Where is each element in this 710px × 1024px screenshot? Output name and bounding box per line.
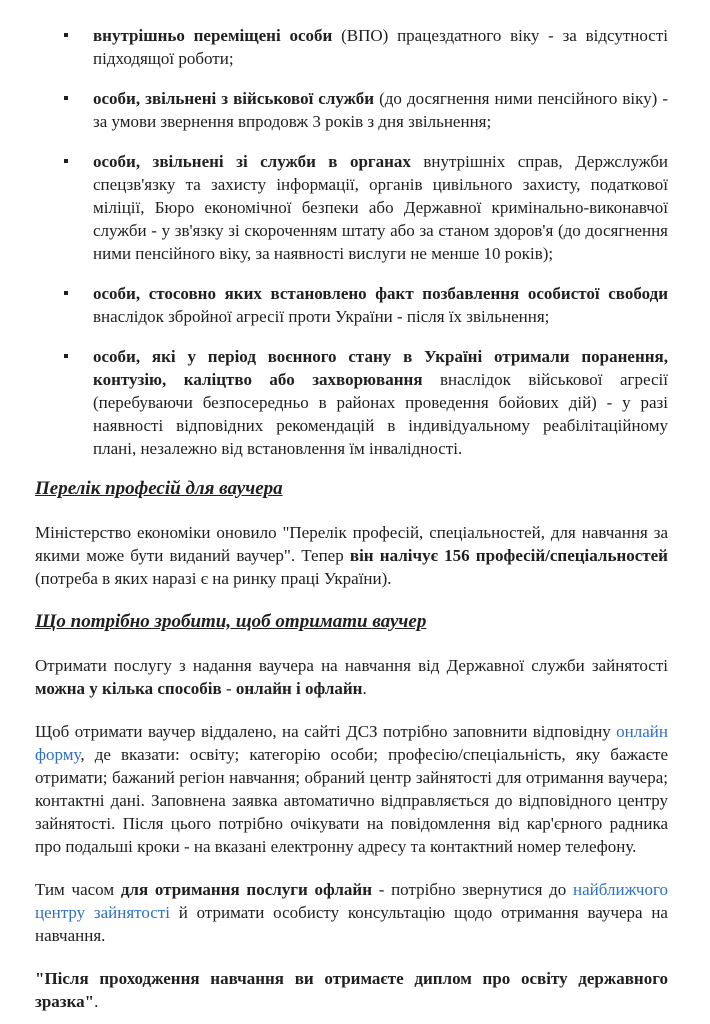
text-segment: внутрішніх справ, Держслужби спецзв'язку та захисту інформації, органів цивільного захисту, податкової міліції, Бюро економічної безпеки або Державної кримінально-виконавчої служби - у зв'язку зі скороченням штату або за станом здоров'я (до досягнення ними пенсійного віку, за наявності вислуги не менше 10 років); — [93, 152, 668, 263]
text-segment: внутрішньо переміщені особи — [93, 26, 333, 45]
text-segment: особи, звільнені зі служби в органах — [93, 152, 411, 171]
list-item — [35, 282, 668, 328]
paragraph-ways-to-get — [35, 654, 668, 700]
text-segment: Тим часом — [35, 880, 121, 899]
list-item — [35, 150, 668, 265]
text-segment: - потрібно звернутися до — [372, 880, 574, 899]
text-segment: й отримати особисту консультацію щодо отримання ваучера на навчання. — [35, 903, 668, 945]
inline-link[interactable]: найближчого центру зайнятості — [35, 880, 669, 922]
bullet-icon — [64, 159, 68, 163]
text-segment: . — [362, 679, 367, 698]
text-segment: - — [221, 679, 236, 698]
list-item — [35, 24, 668, 70]
text-segment: , де вказати: освіту; категорію особи; професію/спеціальність, яку бажаєте отримати; бажаний регіон навчання; обраний центр зайнятості для отримання ваучера; контактні дані. Заповнена заявка автоматично відправляється до відповідного центру зайнятості. Після цього потрібно очікувати на повідомлення від кар'єрного радника про подальші кроки - на вказані електронну адресу та контактний номер телефону. — [35, 745, 668, 856]
inline-link[interactable]: онлайн форму — [35, 722, 668, 764]
text-segment: внаслідок збройної агресії проти України - після їх звільнення; — [93, 307, 550, 326]
section-heading-professions-list: Перелік професій для ваучера — [35, 478, 283, 499]
text-segment: "Після проходження навчання ви отримаєте диплом про освіту державного зразка" — [35, 969, 668, 1011]
bullet-icon — [64, 33, 68, 37]
eligibility-list — [35, 24, 668, 460]
text-segment: він налічує 156 професій/спеціальностей — [349, 546, 668, 565]
section-heading-how-to-get-voucher: Що потрібно зробити, щоб отримати ваучер — [35, 611, 427, 632]
text-segment: внаслідок військової агресії (перебуваючи безпосередньо в районах проведення бойових дій) - у разі наявності відповідних рекомендацій в індивідуальному реабілітаційному плані, незалежно від встановлення їм інвалідності. — [93, 370, 668, 458]
text-segment: особи, які у період воєнного стану в Україні отримали поранення, контузію, каліцтво або захворювання — [93, 347, 668, 389]
text-segment: Отримати послугу з надання ваучера на навчання від Державної служби зайнятості — [35, 656, 668, 675]
text-segment: . — [94, 992, 99, 1011]
bullet-icon — [64, 291, 68, 295]
text-segment: особи, звільнені з військової служби — [93, 89, 375, 108]
list-item — [35, 87, 668, 133]
text-segment: (потреба в яких наразі є на ринку праці України). — [35, 569, 392, 588]
text-segment: Міністерство економіки оновило "Перелік професій, спеціальностей, для навчання за якими може бути виданий ваучер". Тепер — [35, 523, 668, 565]
list-item-text — [93, 347, 668, 458]
list-item-text — [93, 89, 668, 131]
text-segment: (ВПО) працездатного віку - за відсутності підходящої роботи; — [93, 26, 668, 68]
paragraph-professions-update — [35, 521, 668, 590]
text-segment: для отримання послуги офлайн — [120, 880, 372, 899]
text-segment: онлайн і офлайн — [235, 679, 363, 698]
list-item-text — [93, 26, 668, 68]
text-segment: особи, стосовно яких встановлено факт позбавлення особистої свободи — [93, 284, 668, 303]
list-item-text — [93, 284, 668, 326]
bullet-icon — [64, 96, 68, 100]
text-segment: (до досягнення ними пенсійного віку) - за умови звернення впродовж 3 років з дня звільнення; — [93, 89, 669, 131]
paragraph-diploma-quote — [35, 967, 668, 1013]
paragraph-online-way — [35, 720, 668, 858]
text-segment: Щоб отримати ваучер віддалено, на сайті ДСЗ потрібно заповнити відповідну — [35, 722, 617, 741]
bullet-icon — [64, 354, 68, 358]
list-item-text — [93, 152, 668, 263]
paragraph-offline-way — [35, 878, 668, 947]
list-item — [35, 345, 668, 460]
text-segment: можна у кілька способів — [35, 679, 222, 698]
